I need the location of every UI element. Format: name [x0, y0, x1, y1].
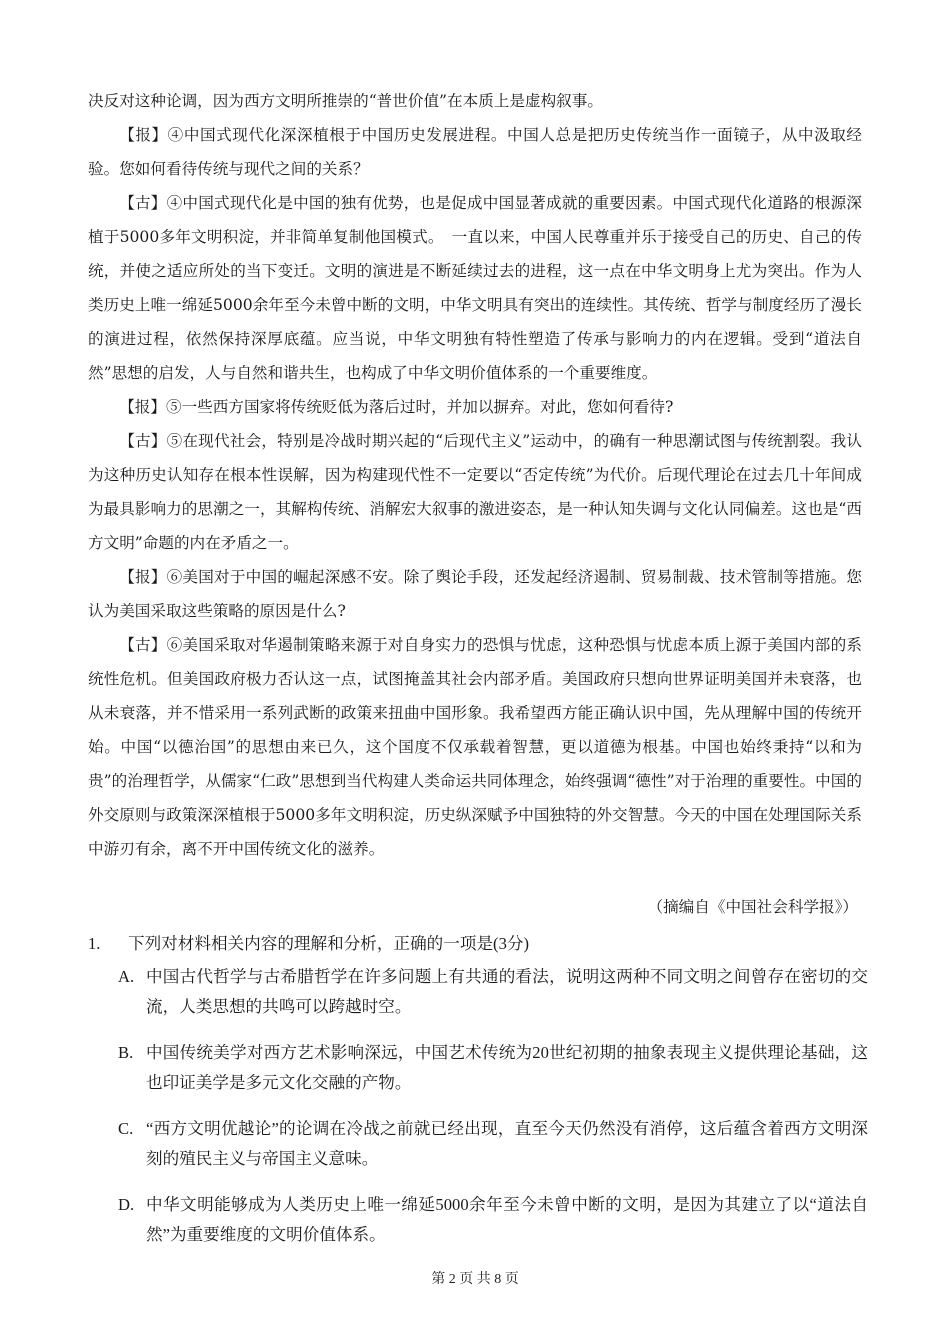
passage-paragraph: 【古】⑤在现代社会，特别是冷战时期兴起的“后现代主义”运动中，的确有一种思潮试图与传统割裂。我认为这种历史认知存在根本性误解，因为构建现代性不一定要以“否定传统”为代价。后现代理论在过去几十年间成为最具影响力的思潮之一，其解构传统、消解宏大叙事的激进姿态，是一种认知失调与文化认同偏差。这也是“西方文明”命题的内在矛盾之一。 — [88, 432, 862, 552]
option-letter: C. — [118, 1119, 134, 1138]
option-text: 中国古代哲学与古希腊哲学在许多问题上有共通的看法，说明这两种不同文明之间曾存在密切的交流，人类思想的共鸣可以跨越时空。 — [146, 967, 868, 1016]
footer-middle: 页 共 — [459, 1272, 491, 1287]
question-stem — [88, 932, 868, 956]
total-page-number: 8 — [494, 1272, 502, 1287]
option-b[interactable] — [118, 1038, 868, 1098]
question-text: 下列对材料相关内容的理解和分析，正确的一项是(3分) — [128, 934, 530, 953]
passage-paragraph: 决反对这种论调，因为西方文明所推崇的“普世价值”在本质上是虚构叙事。 — [88, 92, 603, 110]
reading-passage — [88, 84, 862, 866]
passage-paragraph: 【报】⑤一些西方国家将传统贬低为落后过时，并加以摒弃。对此，您如何看待? — [119, 398, 674, 416]
source-citation: （摘编自《中国社会科学报》） — [647, 898, 858, 916]
option-c[interactable] — [118, 1114, 868, 1174]
question-1 — [88, 932, 868, 1266]
option-letter: B. — [118, 1043, 134, 1062]
option-text: “西方文明优越论”的论调在冷战之前就已经出现，直至今天仍然没有消停，这后蕴含着西方文明深刻的殖民主义与帝国主义意味。 — [146, 1119, 868, 1168]
passage-paragraph: 【报】⑥美国对于中国的崛起深感不安。除了舆论手段，还发起经济遏制、贸易制裁、技术管制等措施。您认为美国采取这些策略的原因是什么? — [88, 568, 862, 620]
option-a[interactable] — [118, 962, 868, 1022]
passage-paragraph: 【古】④中国式现代化是中国的独有优势，也是促成中国显著成就的重要因素。中国式现代化道路的根源深植于5000多年文明积淀，并非简单复制他国模式。 一直以来，中国人民尊重并乐于接受自己的历史、自己的传统，并使之适应所处的当下变迁。文明的演进是不断延续过去的进程，这一点在中华文明身上尤为突出。作为人类历史上唯一绵延5000余年至今未曾中断的文明，中华文明具有突出的连续性。其传统、哲学与制度经历了漫长的演进过程，依然保持深厚底蕴。应当说，中华文明独有特性塑造了传承与影响力的内在逻辑。受到“道法自然”思想的启发，人与自然和谐共生，也构成了中华文明价值体系的一个重要维度。 — [88, 194, 862, 382]
footer-prefix: 第 — [431, 1272, 446, 1287]
question-number: 1. — [88, 934, 101, 953]
passage-paragraph: 【古】⑥美国采取对华遏制策略来源于对自身实力的恐惧与忧虑，这种恐惧与忧虑本质上源于美国内部的系统性危机。但美国政府极力否认这一点，试图掩盖其社会内部矛盾。美国政府只想向世界证明美国并未衰落，也从未衰落，并不惜采用一系列武断的政策来扭曲中国形象。我希望西方能正确认识中国，先从理解中国的传统开始。中国“以德治国”的思想由来已久，这个国度不仅承载着智慧，更以道德为根基。中国也始终秉持“以和为贵”的治理哲学，从儒家“仁政”思想到当代构建人类命运共同体理念，始终强调“德性”对于治理的重要性。中国的外交原则与政策深深植根于5000多年文明积淀，历史纵深赋予中国独特的外交智慧。今天的中国在处理国际关系中游刃有余，离不开中国传统文化的滋养。 — [88, 636, 862, 858]
option-text: 中华文明能够成为人类历史上唯一绵延5000余年至今未曾中断的文明，是因为其建立了以“道法自然”为重要维度的文明价值体系。 — [146, 1195, 868, 1244]
current-page-number: 2 — [448, 1272, 456, 1287]
option-d[interactable] — [118, 1190, 868, 1250]
option-letter: D. — [118, 1195, 135, 1214]
option-letter: A. — [118, 967, 135, 986]
footer-suffix: 页 — [504, 1272, 519, 1287]
passage-paragraph: 【报】④中国式现代化深深植根于中国历史发展进程。中国人总是把历史传统当作一面镜子，从中汲取经验。您如何看待传统与现代之间的关系？ — [88, 126, 862, 178]
page-footer — [0, 1268, 950, 1288]
option-text: 中国传统美学对西方艺术影响深远，中国艺术传统为20世纪初期的抽象表现主义提供理论基础，这也印证美学是多元文化交融的产物。 — [146, 1043, 868, 1092]
